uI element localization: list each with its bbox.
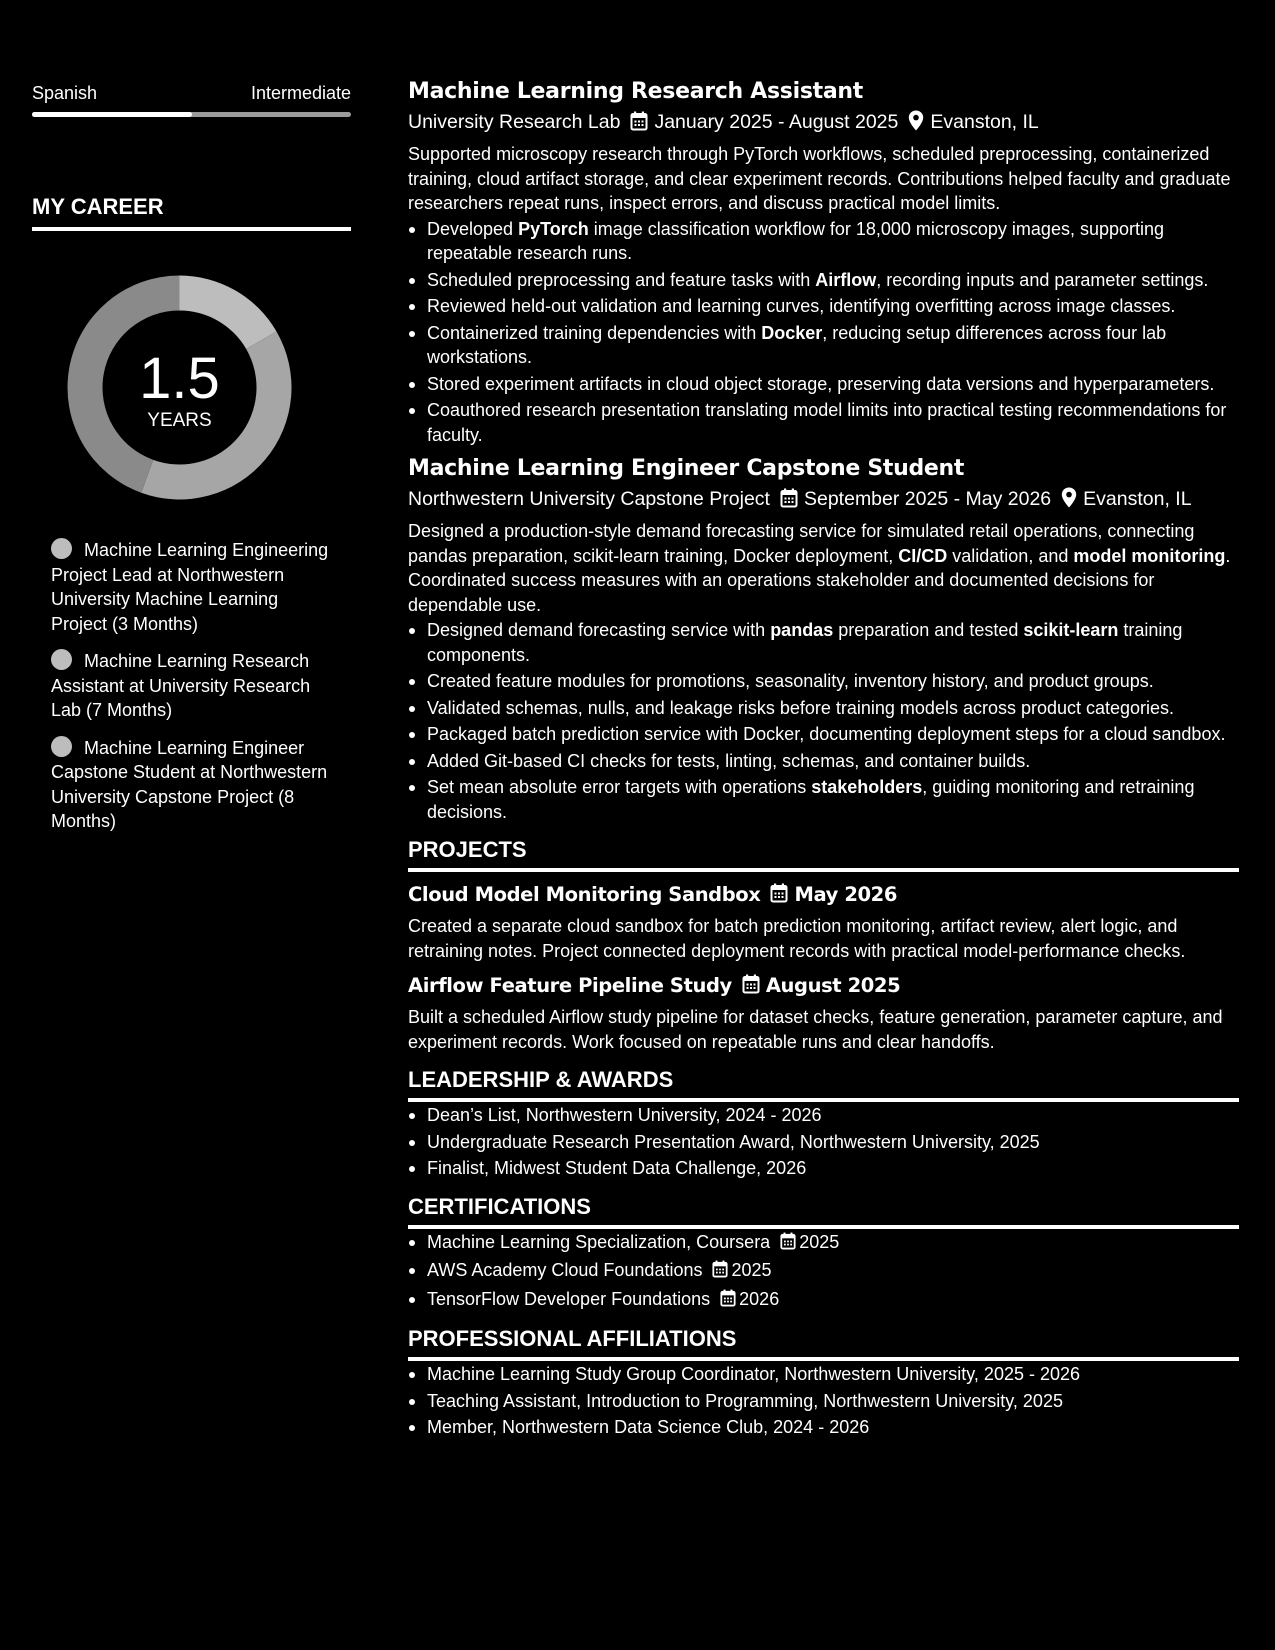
career-item (51, 538, 331, 636)
project-title-row (408, 882, 1239, 910)
job-title: Machine Learning Engineer Capstone Student (408, 456, 965, 481)
certification-item (408, 1230, 1239, 1257)
bullet-text: , reducing setup differences across four lab workstations. (427, 322, 1167, 367)
language-name: Spanish (32, 83, 98, 103)
awards-list (408, 1103, 1239, 1181)
bullet-text: , guiding monitoring and retraining decisions. (427, 777, 1195, 822)
career-dot-icon (51, 649, 72, 670)
job-bullet (408, 749, 1239, 774)
career-donut (67, 275, 292, 500)
job-bullet (408, 321, 1239, 370)
project-entry (408, 973, 1239, 1054)
affiliations-list (408, 1362, 1239, 1440)
project-date: May 2026 (794, 883, 898, 906)
career-item (51, 736, 331, 834)
summary-keyword: CI/CD (898, 545, 948, 566)
bullet-text: Scheduled preprocessing and feature tasks with (427, 269, 816, 290)
donut-center (67, 275, 292, 500)
summary-text: . Coordinated success measures with an operations stakeholder and documented decisions for dependable use. (408, 545, 1231, 615)
location-pin-icon (1061, 487, 1077, 508)
certification-name: AWS Academy Cloud Foundations (427, 1260, 703, 1280)
bullet-keyword: PyTorch (518, 218, 589, 239)
calendar-icon (780, 488, 798, 508)
project-title: Cloud Model Monitoring Sandbox (408, 883, 761, 906)
bullet-text: Developed (427, 218, 519, 239)
bullet-text: Reviewed held-out validation and learning curves, identifying overfitting across image classes. (427, 296, 1176, 316)
career-item-text: Machine Learning Research Assistant at University Research Lab (7 Months) (51, 651, 311, 720)
project-title-row (408, 973, 1239, 1001)
career-heading: MY CAREER (32, 193, 351, 231)
language-level: Intermediate (250, 83, 351, 103)
calendar-icon (742, 974, 760, 1001)
bullet-keyword: pandas (770, 620, 834, 640)
job-org: University Research Lab (408, 111, 621, 133)
job-dates: September 2025 - May 2026 (803, 488, 1052, 510)
career-item (51, 649, 331, 723)
certification-name: TensorFlow Developer Foundations (427, 1288, 711, 1309)
job-bullet (408, 268, 1239, 293)
job-org: Northwestern University Capstone Project (408, 488, 770, 510)
certification-year: 2026 (739, 1288, 780, 1309)
affiliation-item: Machine Learning Study Group Coordinator, Northwestern University, 2025 - 2026 (408, 1362, 1239, 1387)
sidebar (32, 80, 351, 847)
job-bullet (408, 618, 1239, 667)
certifications-heading: CERTIFICATIONS (408, 1193, 1239, 1229)
career-dot-icon (51, 736, 72, 757)
career-dot-icon (51, 538, 72, 559)
bullet-text: Set mean absolute error targets with operations (427, 777, 812, 797)
certification-item (408, 1258, 1239, 1285)
language-proficiency-fill (32, 112, 192, 117)
years-value: 1.5 (139, 345, 220, 411)
location-pin-icon (908, 110, 924, 131)
bullet-keyword: Docker (761, 322, 823, 343)
affiliation-item: Member, Northwestern Data Science Club, 2024 - 2026 (408, 1415, 1239, 1440)
project-entry (408, 882, 1239, 963)
bullet-text: preparation and tested (833, 620, 1024, 640)
project-date: August 2025 (765, 974, 901, 997)
summary-keyword: model monitoring (1073, 545, 1226, 566)
affiliation-item: Teaching Assistant, Introduction to Programming, Northwestern University, 2025 (408, 1389, 1239, 1414)
award-item: Finalist, Midwest Student Data Challenge, 2026 (408, 1156, 1239, 1181)
main-content (408, 78, 1239, 1442)
job-title: Machine Learning Research Assistant (408, 79, 863, 104)
bullet-text: Added Git-based CI checks for tests, linting, schemas, and container builds. (427, 750, 1031, 771)
calendar-icon (770, 883, 788, 910)
bullet-text: Stored experiment artifacts in cloud object storage, preserving data versions and hyperparameters. (427, 373, 1215, 394)
job-bullet (408, 294, 1239, 319)
job-entry (408, 455, 1239, 824)
job-entry (408, 78, 1239, 447)
bullet-keyword: Airflow (815, 269, 877, 290)
language-proficiency-bar (32, 112, 351, 117)
bullet-text: image classification workflow for 18,000 microscopy images, supporting repeatable research runs. (427, 218, 1165, 263)
summary-text: validation, and (947, 545, 1074, 566)
job-bullet (408, 372, 1239, 397)
award-item: Undergraduate Research Presentation Award, Northwestern University, 2025 (408, 1130, 1239, 1155)
job-location: Evanston, IL (930, 111, 1039, 133)
job-bullet (408, 722, 1239, 747)
bullet-text: Created feature modules for promotions, seasonality, inventory history, and product groups. (427, 671, 1154, 691)
certification-year: 2025 (731, 1260, 772, 1280)
calendar-icon (780, 1232, 796, 1257)
bullet-text: training components. (427, 620, 1183, 665)
career-item-text: Machine Learning Engineer Capstone Student at Northwestern University Capstone Project (8 Months) (51, 737, 328, 831)
project-title: Airflow Feature Pipeline Study (408, 974, 732, 997)
bullet-text: Containerized training dependencies with (427, 322, 762, 343)
bullet-keyword: stakeholders (811, 777, 923, 797)
job-bullet (408, 669, 1239, 694)
job-dates: January 2025 - August 2025 (654, 111, 899, 133)
job-meta (408, 485, 1239, 513)
calendar-icon (712, 1260, 728, 1285)
job-bullet (408, 217, 1239, 266)
job-bullet (408, 696, 1239, 721)
job-summary (408, 519, 1239, 617)
calendar-icon (630, 111, 648, 131)
bullet-text: Validated schemas, nulls, and leakage risks before training models across product categories. (427, 697, 1175, 718)
job-location: Evanston, IL (1083, 488, 1192, 510)
certification-item (408, 1287, 1239, 1314)
job-bullets (408, 618, 1239, 824)
job-meta (408, 108, 1239, 136)
award-item: Dean’s List, Northwestern University, 2024 - 2026 (408, 1103, 1239, 1128)
affiliations-heading: PROFESSIONAL AFFILIATIONS (408, 1325, 1239, 1361)
awards-heading: LEADERSHIP & AWARDS (408, 1066, 1239, 1102)
certification-year: 2025 (799, 1231, 840, 1252)
bullet-text: , recording inputs and parameter settings. (876, 269, 1209, 290)
job-summary: Supported microscopy research through PyTorch workflows, scheduled preprocessing, containerized training, cloud artifact storage, and clear experiment records. Contributions helped faculty and graduate researchers repeat runs, inspect errors, and discuss practical model limits. (408, 144, 1231, 213)
career-item-text: Machine Learning Engineering Project Lead at Northwestern University Machine Learning Project (3 Months) (51, 540, 329, 634)
bullet-text: Designed demand forecasting service with (427, 620, 771, 640)
language-row (32, 80, 351, 106)
bullet-text: Coauthored research presentation translating model limits into practical testing recommendations for faculty. (427, 400, 1227, 445)
calendar-icon (720, 1289, 736, 1314)
projects-heading: PROJECTS (408, 836, 1239, 872)
job-bullet (408, 775, 1239, 824)
project-desc: Created a separate cloud sandbox for batch prediction monitoring, artifact review, alert logic, and retraining notes. Project connected deployment records with practical model-performance checks. (408, 916, 1186, 961)
certification-name: Machine Learning Specialization, Coursera (427, 1231, 771, 1252)
project-desc: Built a scheduled Airflow study pipeline for dataset checks, feature generation, parameter capture, and experiment records. Work focused on repeatable runs and clear handoffs. (408, 1007, 1223, 1052)
certifications-list (408, 1230, 1239, 1314)
bullet-text: Packaged batch prediction service with Docker, documenting deployment steps for a cloud sandbox. (427, 724, 1226, 744)
job-bullets (408, 217, 1239, 448)
job-bullet (408, 398, 1239, 447)
summary-text: Designed a production-style demand forecasting service for simulated retail operations, connecting pandas preparation, scikit-learn training, Docker deployment, (408, 521, 1195, 566)
years-label: YEARS (147, 409, 212, 431)
career-list (32, 538, 351, 834)
bullet-keyword: scikit-learn (1023, 620, 1119, 640)
